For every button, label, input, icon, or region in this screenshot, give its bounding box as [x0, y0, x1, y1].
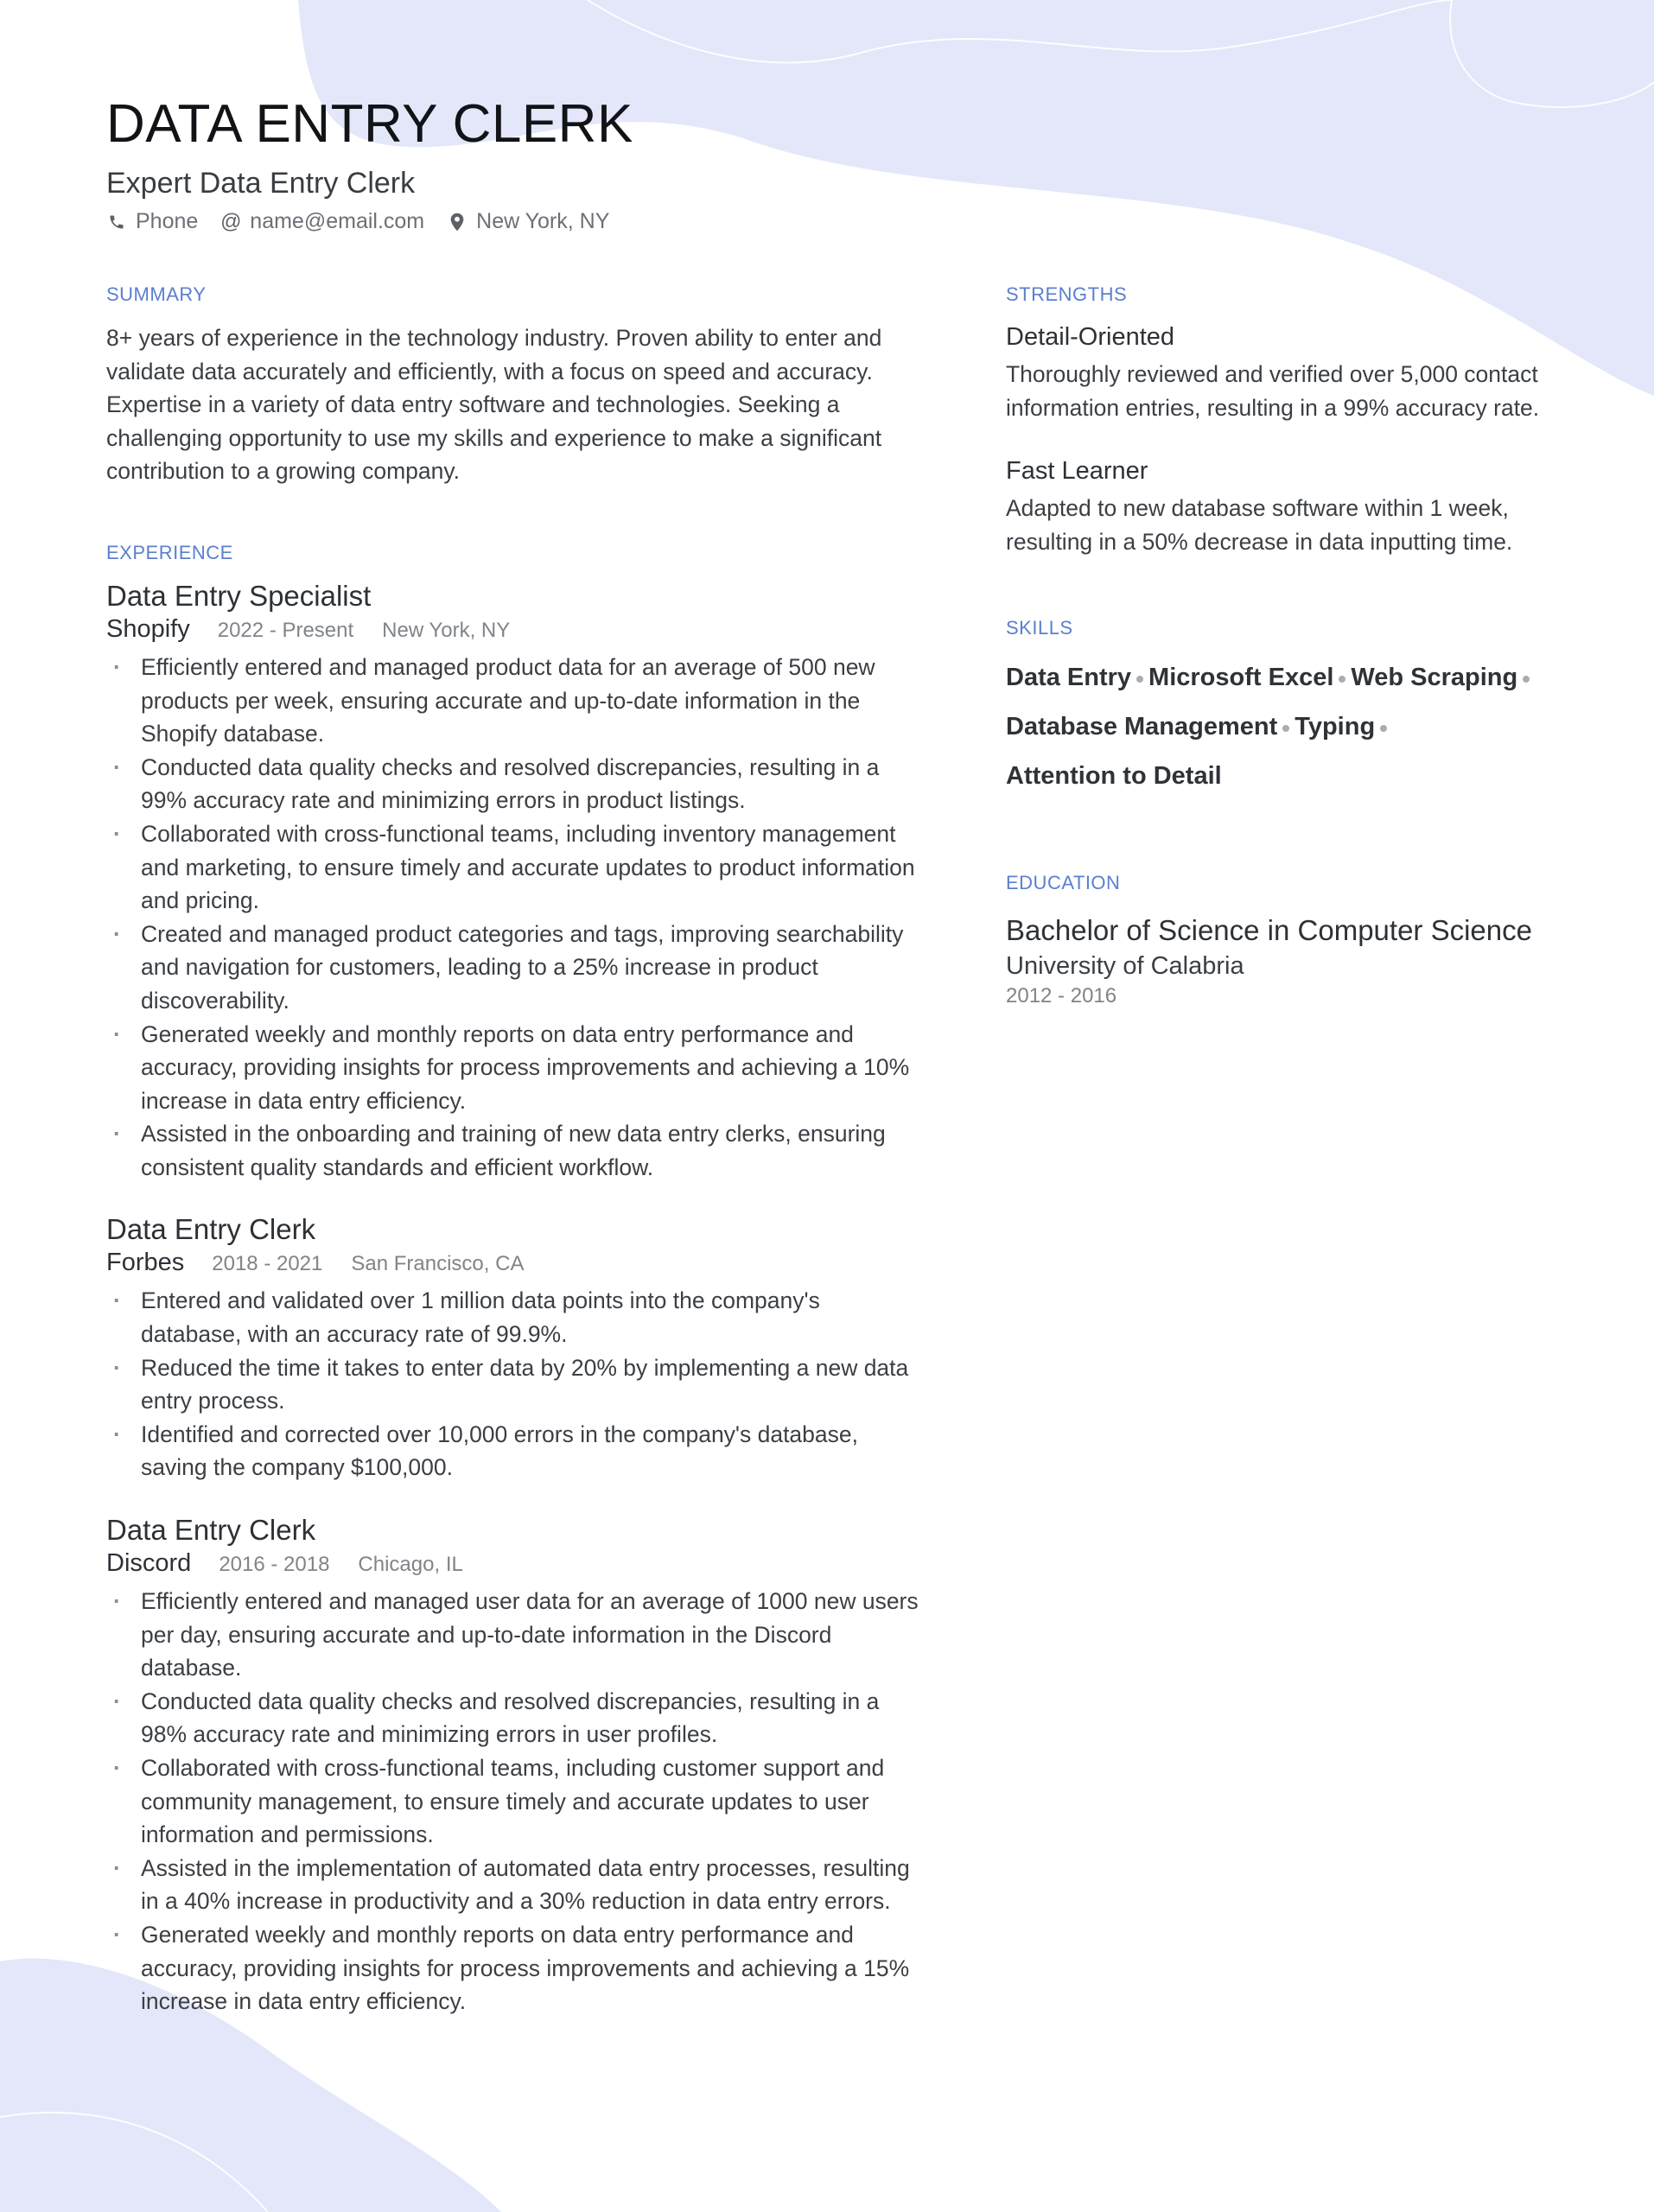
job-bullet: · Conducted data quality checks and resolved discrepancies, resulting in a 99% accuracy rate and minimizing errors in product listings.	[106, 751, 920, 817]
job-bullets	[106, 1284, 920, 1484]
education-degree: Bachelor of Science in Computer Science	[1006, 914, 1532, 947]
phone-icon	[106, 212, 127, 232]
contact-email[interactable]	[220, 209, 424, 234]
job-meta	[106, 1548, 920, 1580]
strength-item	[1006, 320, 1568, 424]
job-entry	[106, 1512, 920, 2018]
job-location: New York, NY	[382, 618, 511, 642]
summary-heading: SUMMARY	[106, 283, 207, 305]
experience-heading: EXPERIENCE	[106, 541, 233, 563]
job-location: Chicago, IL	[358, 1553, 463, 1577]
job-meta	[106, 614, 920, 645]
job-bullets	[106, 1585, 920, 2018]
job-bullet: · Efficiently entered and managed product data for an average of 500 new products per week, ensuring accurate and up-to-date information in the Shopify database.	[106, 651, 920, 751]
contact-phone[interactable]	[106, 209, 198, 234]
separator-dot	[1339, 676, 1345, 683]
strengths-heading: STRENGTHS	[1006, 283, 1128, 305]
job-dates: 2022 - Present	[217, 618, 354, 642]
strength-description: Adapted to new database software within 1 week, resulting in a 50% decrease in data inputting time.	[1006, 495, 1513, 555]
education-school: University of Calabria	[1006, 952, 1244, 981]
skill-tag: Microsoft Excel	[1148, 664, 1334, 692]
strength-description: Thoroughly reviewed and verified over 5,000 contact information entries, resulting in a 99% accuracy rate.	[1006, 361, 1540, 421]
strength-title: Fast Learner	[1006, 457, 1148, 486]
education-dates: 2012 - 2016	[1006, 984, 1117, 1008]
contact-bar	[106, 209, 970, 234]
job-bullet: · Collaborated with cross-functional teams, including inventory management and marketing, to ensure timely and accurate updates to product information and pricing.	[106, 817, 920, 918]
job-bullet: · Assisted in the onboarding and training of new data entry clerks, ensuring consistent quality standards and efficient workflow.	[106, 1117, 920, 1184]
job-meta	[106, 1248, 920, 1279]
skill-tag: Typing	[1295, 713, 1376, 741]
job-bullet: · Generated weekly and monthly reports on data entry performance and accuracy, providing insights for process improvements and achieving a 15% increase in data entry efficiency.	[106, 1918, 920, 2018]
job-company: Discord	[106, 1549, 192, 1578]
separator-dot	[1380, 725, 1387, 732]
strength-item	[1006, 454, 1568, 558]
skills-list	[1006, 653, 1568, 801]
job-dates: 2016 - 2018	[219, 1553, 330, 1577]
job-bullet: · Generated weekly and monthly reports on data entry performance and accuracy, providing insights for process improvements and achieving a 10% increase in data entry efficiency.	[106, 1018, 920, 1118]
skills-heading: SKILLS	[1006, 617, 1073, 639]
right-column	[1006, 282, 1568, 1010]
resume-header	[106, 93, 970, 234]
job-bullet: · Efficiently entered and managed user data for an average of 1000 new users per day, ensuring accurate and up-to-date information in the Discord database.	[106, 1585, 920, 1685]
skill-tag: Data Entry	[1006, 664, 1132, 692]
summary-text: 8+ years of experience in the technology industry. Proven ability to enter and validate data accurately and efficiently, with a focus on speed and accuracy. Expertise in a variety of data entry software and technologies. Seeking a challenging opportunity to use my skills and experience to make a significant contribution to a growing company.	[106, 325, 882, 485]
candidate-name: DATA ENTRY CLERK	[106, 94, 633, 154]
location-pin-icon	[447, 212, 468, 232]
job-title: Data Entry Clerk	[106, 1213, 316, 1246]
contact-location	[447, 209, 609, 234]
separator-dot	[1282, 725, 1289, 732]
job-bullet: · Conducted data quality checks and resolved discrepancies, resulting in a 98% accuracy rate and minimizing errors in user profiles.	[106, 1685, 920, 1751]
job-bullet: · Identified and corrected over 10,000 errors in the company's database, saving the company $100,000.	[106, 1418, 920, 1484]
job-company: Forbes	[106, 1249, 185, 1277]
job-bullet: · Entered and validated over 1 million data points into the company's database, with an accuracy rate of 99.9%.	[106, 1284, 920, 1351]
job-bullet: · Created and managed product categories and tags, improving searchability and navigation for customers, leading to a 25% increase in product discoverability.	[106, 918, 920, 1018]
job-bullet: · Assisted in the implementation of automated data entry processes, resulting in a 40% increase in productivity and a 30% reduction in data entry errors.	[106, 1852, 920, 1918]
skill-tag: Web Scraping	[1351, 664, 1518, 692]
contact-email-text: name@email.com	[250, 209, 425, 233]
strength-title: Detail-Oriented	[1006, 323, 1175, 351]
job-location: San Francisco, CA	[351, 1252, 525, 1276]
job-company: Shopify	[106, 614, 190, 643]
at-icon: @	[220, 209, 242, 233]
job-entry	[106, 1211, 920, 1484]
contact-location-text: New York, NY	[476, 209, 610, 233]
candidate-title: Expert Data Entry Clerk	[106, 167, 416, 200]
separator-dot	[1523, 676, 1530, 683]
job-bullets	[106, 651, 920, 1185]
job-title: Data Entry Clerk	[106, 1514, 316, 1547]
education-heading: EDUCATION	[1006, 872, 1121, 894]
job-bullet: · Collaborated with cross-functional teams, including customer support and community management, to ensure timely and accurate updates to user information and permissions.	[106, 1751, 920, 1852]
contact-phone-text: Phone	[136, 209, 199, 233]
job-title: Data Entry Specialist	[106, 579, 372, 612]
job-dates: 2018 - 2021	[212, 1252, 323, 1276]
job-entry	[106, 578, 920, 1185]
skill-tag: Database Management	[1006, 713, 1278, 741]
separator-dot	[1136, 676, 1143, 683]
left-column	[106, 282, 920, 2018]
skill-tag: Attention to Detail	[1006, 762, 1222, 791]
job-bullet: · Reduced the time it takes to enter data by 20% by implementing a new data entry process.	[106, 1351, 920, 1418]
